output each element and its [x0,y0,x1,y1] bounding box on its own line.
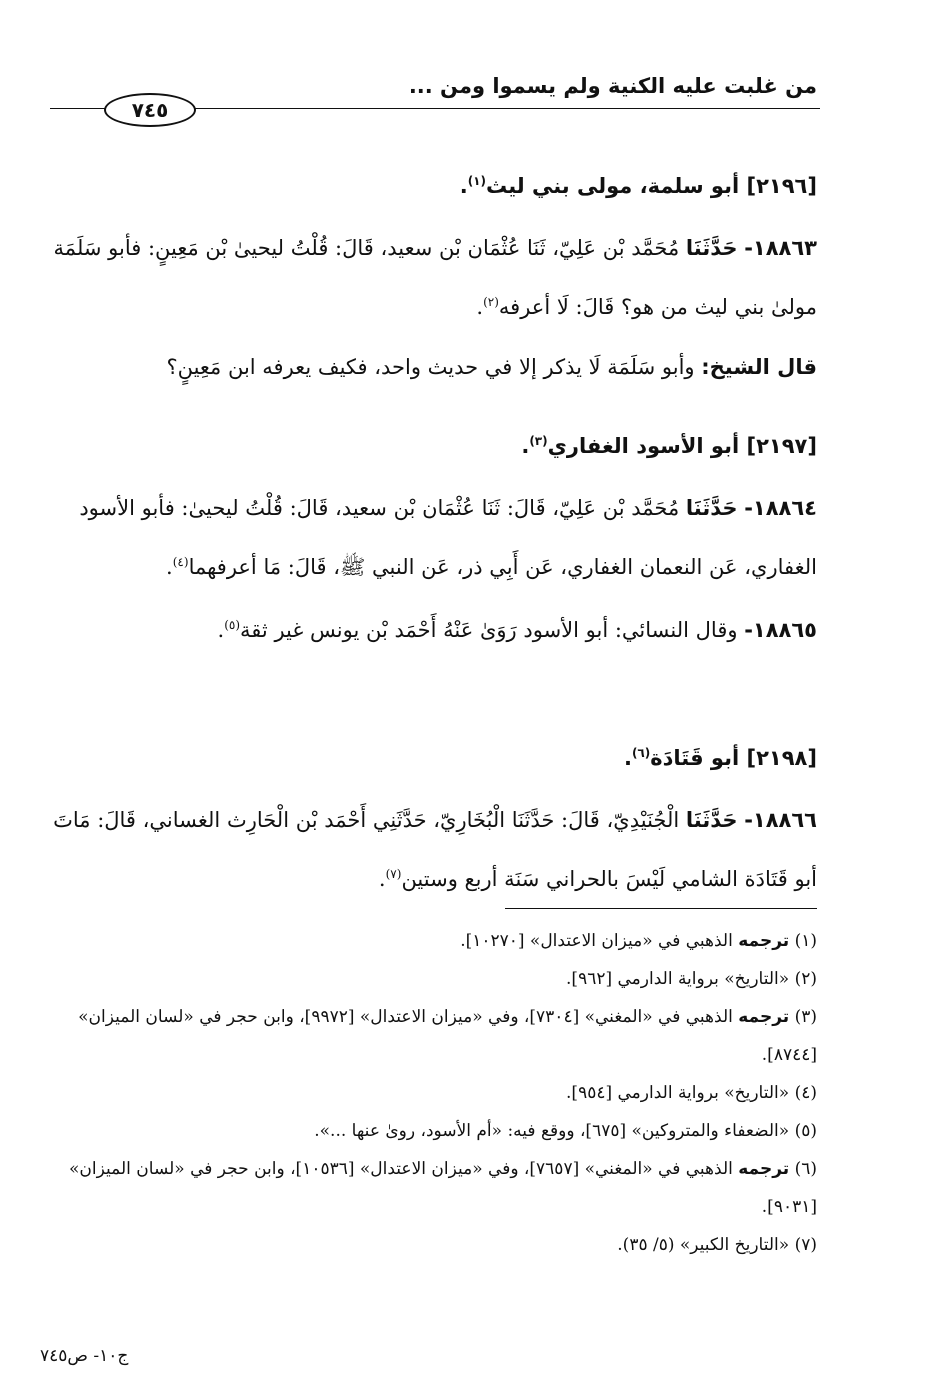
footnote-text: الذهبي في «ميزان الاعتدال» [١٠٢٧٠]. [460,931,733,951]
footnote-item [47,998,817,1074]
entry-2196 [52,154,817,394]
hadith-text: وقال النسائي: أبو الأسود رَوَىٰ عَنْهُ أَحْمَد بْن يونس غير ثقة [240,618,738,642]
footnote-text: الذهبي في «المغني» [٧٦٥٧]، وفي «ميزان الاعتدال» [١٠٥٣٦]، وابن حجر في «لسان الميزان» [٩٠٣١]. [69,1159,817,1217]
footnote-item [47,960,817,998]
footnote-ref: (٧) [385,867,402,881]
hadith-lead: حَدَّثَنَا [685,808,738,832]
footnote-item [47,1150,817,1226]
running-header-title: من غلبت عليه الكنية ولم يسموا ومن ... [408,74,817,98]
entry-name: أبو سلمة، مولى بني ليث [485,174,740,198]
page-footer-ref: ج١٠- ص٧٤٥ [40,1346,129,1366]
footnote-ref: (٥) [224,618,241,632]
footnote-bold: ترجمه [738,1159,790,1179]
footnote-item [47,1226,817,1264]
entry-2197 [52,414,817,657]
footnote-text: «التاريخ» برواية الدارمي [٩٦٢]. [566,969,790,989]
hadith-lead: حَدَّثَنَا [685,236,738,260]
footnote-number: (٢) [794,969,817,989]
footnote-item [47,1074,817,1112]
footnote-ref: (١) [467,174,486,188]
hadith-number: ١٨٨٦٦- [744,808,817,832]
footnote-text: «التاريخ» برواية الدارمي [٩٥٤]. [566,1083,790,1103]
hadith-text: الْجُنَيْدِيّ، قَالَ: حَدَّثَنَا الْبُخَارِيّ، حَدَّثَنِي أَحْمَد بْن الْحَارِث الغساني، قَالَ: مَاتَ أبو قَتَادَة الشامي لَيْسَ بالحراني سَنَة أربع وستين [53,808,817,891]
footnote-number: (٦) [794,1159,817,1179]
footnote-ref: (٢) [483,295,499,309]
hadith-paragraph: ١٨٨٦٥- وقال النسائي: أبو الأسود رَوَىٰ عَنْهُ أَحْمَد بْن يونس غير ثقة$^{(٥)}$. [217,618,817,642]
footnote-number: (١) [794,931,817,951]
hadith-text: مُحَمَّد بْن عَلِيّ، قَالَ: ثَنَا عُثْمَان بْن سعيد، قَالَ: قُلْتُ ليحيىٰ: فأبو الأسود الغفاري، عَن النعمان الغفاري، عَن أَبِي ذر، عَن النبي ﷺ، قَالَ: مَا أعرفهما [79,496,817,579]
entry-heading: [٢١٩٦] أبو سلمة، مولى بني ليث$^{(١)}$. [459,174,817,198]
footnote-bold: ترجمه [738,1007,790,1027]
footnote-item [47,922,817,960]
comment-lead: قال الشيخ: [701,355,817,379]
footnote-number: (٣) [794,1007,817,1027]
sheikh-comment [52,340,817,394]
hadith-paragraph: ١٨٨٦٤- حَدَّثَنَا مُحَمَّد بْن عَلِيّ، قَالَ: ثَنَا عُثْمَان بْن سعيد، قَالَ: قُلْتُ ليحيىٰ: فأبو الأسود الغفاري، عَن النعمان الغفاري، عَن أَبِي ذر، عَن النبي ﷺ، قَالَ: مَا أعرفهما$^{(٤)}$. [79,496,817,579]
footnote-bold: ترجمه [738,931,790,951]
footnote-item [47,1112,817,1150]
footnote-number: (٤) [794,1083,817,1103]
hadith-number: ١٨٨٦٤- [744,496,817,520]
entry-number: [٢١٩٧] [746,434,817,458]
entry-number: [٢١٩٦] [746,174,817,198]
footnote-text: «التاريخ الكبير» (٥/ ٣٥). [617,1235,790,1255]
hadith-paragraph: ١٨٨٦٣- حَدَّثَنَا مُحَمَّد بْن عَلِيّ، ثَنَا عُثْمَان بْن سعيد، قَالَ: قُلْتُ ليحيىٰ بْن مَعِينٍ: فأبو سَلَمَة مولىٰ بني ليث من هو؟ قَالَ: لَا أعرفه$^{(٢)}$. [53,236,817,319]
footnote-text: «الضعفاء والمتروكين» [٦٧٥]، ووقع فيه: «أم الأسود، روىٰ عنها ...». [314,1121,790,1141]
entry-heading: [٢١٩٨] أبو قَتَادَة$^{(٦)}$. [623,746,817,770]
hadith-number: ١٨٨٦٣- [744,236,817,260]
footnote-ref: (٣) [529,434,548,448]
page-number-badge: ٧٤٥ [104,93,196,127]
hadith-paragraph: ١٨٨٦٦- حَدَّثَنَا الْجُنَيْدِيّ، قَالَ: حَدَّثَنَا الْبُخَارِيّ، حَدَّثَنِي أَحْمَد بْن الْحَارِث الغساني، قَالَ: مَاتَ أبو قَتَادَة الشامي لَيْسَ بالحراني سَنَة أربع وستين$^{(٧)}$. [53,808,817,891]
entry-name: أبو قَتَادَة [650,746,740,770]
footnote-ref: (٦) [631,746,651,760]
entry-2198 [52,726,817,906]
footnote-separator [505,908,817,909]
footnote-ref: (٤) [172,555,189,569]
footnotes [47,922,817,1264]
footnote-text: الذهبي في «المغني» [٧٣٠٤]، وفي «ميزان الاعتدال» [٩٩٧٢]، وابن حجر في «لسان الميزان» [٨٧٤٤]. [78,1007,817,1065]
hadith-text: مُحَمَّد بْن عَلِيّ، ثَنَا عُثْمَان بْن سعيد، قَالَ: قُلْتُ ليحيىٰ بْن مَعِينٍ: فأبو سَلَمَة مولىٰ بني ليث من هو؟ قَالَ: لَا أعرفه [53,236,817,319]
comment-text: وأبو سَلَمَة لَا يذكر إلا في حديث واحد، فكيف يعرفه ابن مَعِينٍ؟ [166,355,695,379]
footnote-number: (٥) [794,1121,817,1141]
entry-heading: [٢١٩٧] أبو الأسود الغفاري$^{(٣)}$. [521,434,817,458]
footnote-number: (٧) [794,1235,817,1255]
entry-number: [٢١٩٨] [746,746,817,770]
hadith-number: ١٨٨٦٥- [744,618,817,642]
entry-name: أبو الأسود الغفاري [547,434,740,458]
hadith-lead: حَدَّثَنَا [685,496,738,520]
